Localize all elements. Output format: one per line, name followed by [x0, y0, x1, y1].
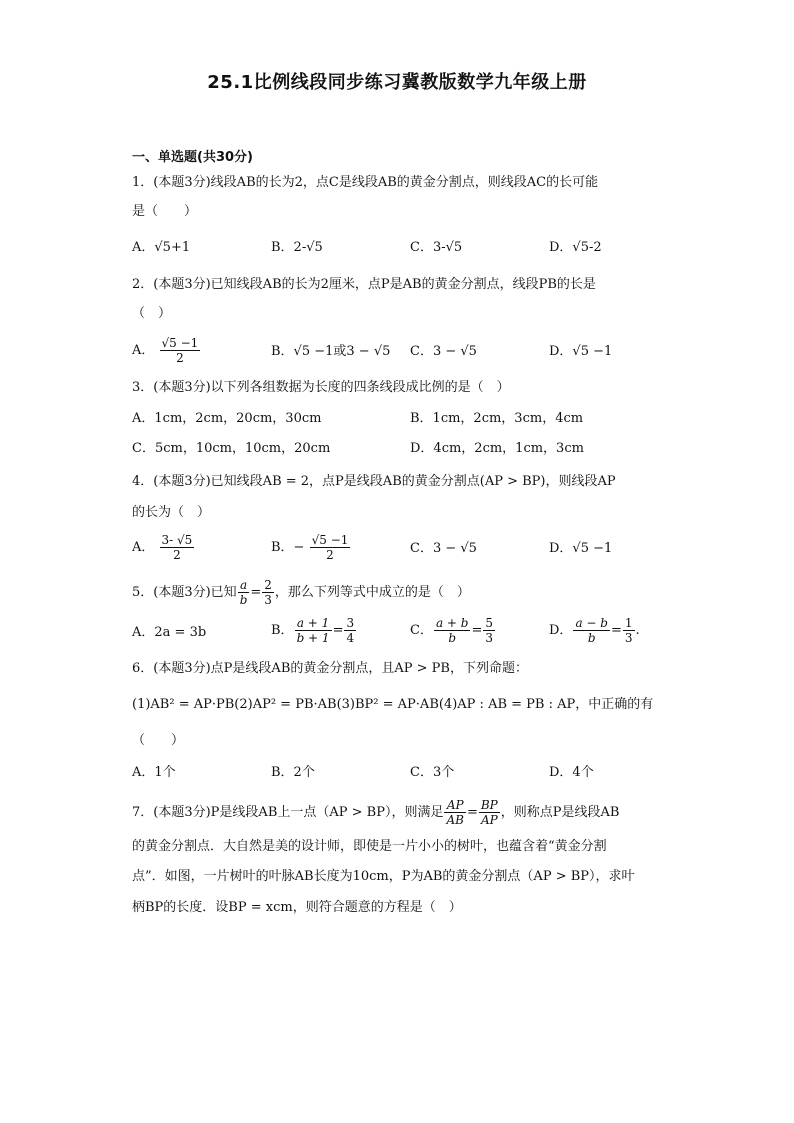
question-4-line-1: 4．(本题3分)已知线段AB = 2，点P是线段AB的黄金分割点(AP > BP)，则线段AP: [132, 474, 616, 489]
question-6-option-b: B．2个: [271, 765, 315, 780]
question-2-option-d: D．√5 −1: [549, 344, 613, 359]
question-7-suffix: ，则称点P是线段AB: [500, 805, 620, 820]
question-3-option-b: B．1cm，2cm，3cm，4cm: [410, 411, 584, 426]
option-d-label: D．: [549, 623, 573, 638]
fraction-denominator: b: [448, 631, 457, 645]
option-d-tail: .: [635, 623, 640, 638]
fraction-denominator: 4: [346, 631, 355, 645]
option-b-lhs-fraction: [295, 616, 332, 645]
fraction-denominator: b + 1: [296, 631, 330, 645]
question-7-prefix: 7．(本题3分)P是线段AB上一点（AP > BP），则满足: [132, 805, 444, 820]
fraction-denominator: 3: [485, 631, 494, 645]
question-4-line-2: 的长为（ ）: [132, 505, 211, 520]
fraction-denominator: 2: [326, 548, 334, 562]
fraction-bp-over-ap: [479, 798, 500, 827]
fraction-numerator: 5: [485, 616, 494, 630]
question-7-line-1: [132, 798, 619, 827]
fraction-numerator: 3: [346, 616, 355, 630]
fraction-denominator: 3: [624, 631, 633, 645]
question-3-option-a: A．1cm，2cm，20cm，30cm: [132, 411, 322, 426]
question-1-line-1: 1．(本题3分)线段AB的长为2，点C是线段AB的黄金分割点，则线段AC的长可能: [132, 175, 599, 190]
question-5-suffix: ，那么下列等式中成立的是（ ）: [274, 585, 470, 600]
fraction-ap-over-ab: [444, 798, 465, 827]
fraction-denominator: AP: [480, 813, 498, 827]
question-3-option-d: D．4cm，2cm，1cm，3cm: [410, 441, 584, 456]
option-a-fraction: [160, 336, 201, 365]
fraction-numerator: 3- √5: [161, 533, 193, 547]
question-6-line-2: (1)AB² = AP·PB(2)AP² = PB·AB(3)BP² = AP·AB(4)AP : AB = PB : AP，中正确的有: [132, 697, 654, 712]
fraction-numerator: a − b: [575, 616, 608, 630]
question-2-line-1: 2．(本题3分)已知线段AB的长为2厘米，点P是AB的黄金分割点，线段PB的长是: [132, 277, 596, 292]
fraction-numerator: AP: [444, 798, 465, 813]
option-c-label: C．: [410, 623, 433, 638]
fraction-denominator: b: [239, 593, 248, 607]
question-4-option-d: D．√5 −1: [549, 541, 613, 556]
option-d-rhs-fraction: [623, 616, 635, 645]
question-2-line-2: （ ）: [132, 306, 172, 321]
question-6-line-3: （ ）: [132, 733, 185, 748]
question-1-option-c: C．3-√5: [410, 240, 463, 255]
question-5-line-1: [132, 578, 470, 607]
question-5-prefix: 5．(本题3分)已知: [132, 585, 237, 600]
option-d-lhs-fraction: [573, 616, 610, 645]
question-4-option-b: [271, 533, 351, 562]
option-a-label: A．: [132, 343, 155, 358]
question-7-line-3: 点”．如图，一片树叶的叶脉AB长度为10cm，P为AB的黄金分割点（AP > BP），求叶: [132, 869, 635, 884]
option-c-lhs-fraction: [434, 616, 471, 645]
option-b-rhs-fraction: [344, 616, 356, 645]
option-a-fraction: [160, 533, 195, 562]
fraction-numerator: √5 −1: [161, 336, 199, 350]
page-title: 25.1比例线段同步练习冀教版数学九年级上册: [207, 72, 587, 93]
question-2-option-b: B．√5 −1或3 − √5: [271, 344, 391, 359]
question-3-line-1: 3．(本题3分)以下列各组数据为长度的四条线段成比例的是（ ）: [132, 380, 510, 395]
fraction-numerator: a: [238, 578, 250, 593]
question-5-option-a: A．2a = 3b: [132, 625, 207, 640]
fraction-denominator: b: [587, 631, 596, 645]
fraction-numerator: BP: [480, 798, 498, 812]
question-2-option-a: [132, 336, 201, 365]
question-7-line-4: 柄BP的长度．设BP = xcm，则符合题意的方程是（ ）: [132, 900, 462, 915]
fraction-numerator: a + 1: [295, 616, 332, 631]
fraction-2-over-3: [262, 578, 274, 607]
question-1-option-a: A．√5+1: [132, 240, 191, 255]
question-4-option-c: C．3 − √5: [410, 541, 477, 556]
fraction-denominator: AB: [446, 813, 464, 827]
fraction-denominator: 3: [264, 593, 272, 607]
fraction-numerator: 1: [624, 616, 633, 630]
option-b-fraction: [310, 533, 351, 562]
fraction-denominator: 2: [173, 548, 181, 562]
question-1-option-d: D．√5-2: [549, 240, 602, 255]
equals-sign: =: [466, 805, 478, 820]
question-5-option-c: C． $\frac{a + b}{b}$ = $\frac{5}{3}$: [410, 616, 494, 645]
option-a-label: A．: [132, 540, 155, 555]
fraction-a-over-b: [238, 578, 250, 607]
fraction-numerator: √5 −1: [311, 533, 349, 547]
question-2-option-c: C．3 − √5: [410, 344, 477, 359]
question-6-option-a: A．1个: [132, 765, 176, 780]
question-6-option-c: C．3个: [410, 765, 455, 780]
option-c-rhs-fraction: [483, 616, 495, 645]
question-3-option-c: C．5cm，10cm，10cm，20cm: [132, 441, 331, 456]
question-7-line-2: 的黄金分割点．大自然是美的设计师，即使是一片小小的树叶，也蕴含着“黄金分割: [132, 839, 607, 854]
section-heading: 一、单选题(共30分): [132, 150, 253, 165]
option-b-label: B．: [271, 623, 294, 638]
question-5-option-d: D． $\frac{a - b}{b}$ = $\frac{1}{3}$ .: [549, 616, 640, 645]
fraction-numerator: a + b: [435, 616, 469, 630]
fraction-denominator: 2: [176, 351, 184, 365]
equals-sign: =: [250, 585, 262, 600]
question-6-line-1: 6．(本题3分)点P是线段AB的黄金分割点，且AP > PB，下列命题：: [132, 661, 528, 676]
question-1-line-2: 是（ ）: [132, 204, 198, 219]
question-5-option-b: B． $\frac{a + 1}{b + 1}$ = $\frac{3}{4}$: [271, 616, 355, 645]
question-1-option-b: B．2-√5: [271, 240, 323, 255]
fraction-numerator: 2: [264, 578, 272, 592]
question-6-option-d: D．4个: [549, 765, 594, 780]
option-b-label: B．−: [271, 540, 305, 555]
question-4-option-a: [132, 533, 195, 562]
